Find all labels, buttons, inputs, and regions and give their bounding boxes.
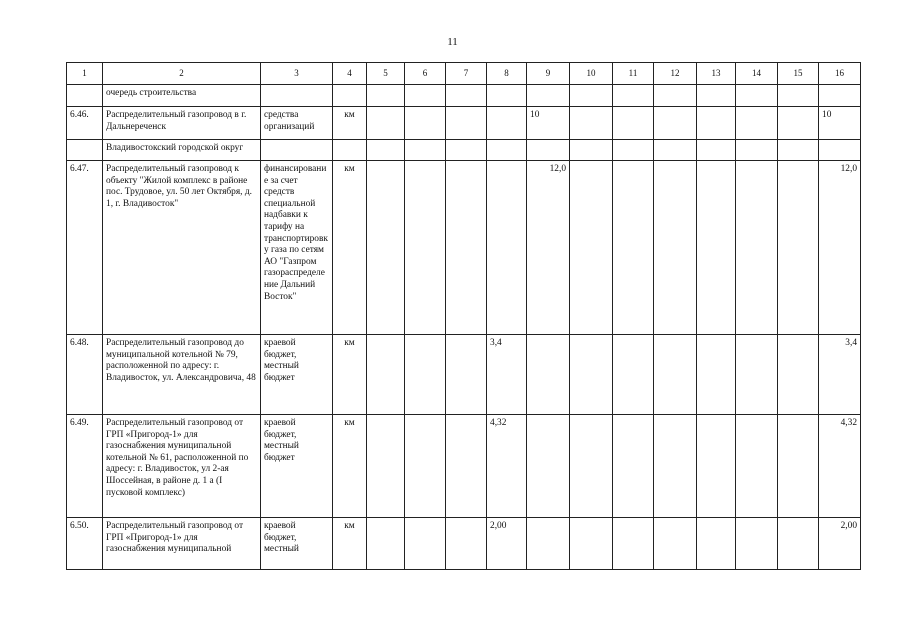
row-name: Распределительный газопровод от ГРП «Пригород-1» для газоснабжения муниципальной (103, 518, 261, 570)
row-unit: км (333, 107, 367, 140)
column-header: 16 (819, 63, 861, 85)
section-label: Владивостокский городской округ (103, 140, 261, 161)
row-total: 3,4 (819, 335, 861, 415)
section-label: очередь строительства (103, 85, 261, 107)
column-header: 10 (570, 63, 613, 85)
column-header: 7 (446, 63, 487, 85)
column-header: 15 (778, 63, 819, 85)
table-row (67, 518, 861, 570)
row-number: 6.49. (67, 415, 103, 518)
row-source: краевой бюджет, местный бюджет (261, 335, 333, 415)
row-source: средства организаций (261, 107, 333, 140)
table-row (67, 335, 861, 415)
row-total: 12,0 (819, 161, 861, 335)
section-row (67, 85, 861, 107)
row-source: финансирование за счет средств специальной надбавки к тарифу на транспортировку газа по сетям АО "Газпром газораспределение Дальний Восток" (261, 161, 333, 335)
row-value-col8: 4,32 (487, 415, 527, 518)
row-name: Распределительный газопровод к объекту "Жилой комплекс в районе пос. Трудовое, ул. 50 лет Октября, д. 1, г. Владивосток" (103, 161, 261, 335)
row-total: 10 (819, 107, 861, 140)
row-source: краевой бюджет, местный бюджет (261, 415, 333, 518)
row-source: краевой бюджет, местный (261, 518, 333, 570)
column-header: 11 (613, 63, 654, 85)
header-row (67, 63, 861, 85)
row-number: 6.47. (67, 161, 103, 335)
row-total: 2,00 (819, 518, 861, 570)
column-header: 8 (487, 63, 527, 85)
column-header: 5 (367, 63, 405, 85)
column-header: 9 (527, 63, 570, 85)
row-value-col9: 12,0 (527, 161, 570, 335)
row-value-col8: 3,4 (487, 335, 527, 415)
table-row (67, 161, 861, 335)
column-header: 4 (333, 63, 367, 85)
data-table (66, 62, 861, 570)
row-name: Распределительный газопровод в г. Дальнереченск (103, 107, 261, 140)
row-unit: км (333, 335, 367, 415)
row-value-col8: 2,00 (487, 518, 527, 570)
row-name: Распределительный газопровод от ГРП «Пригород-1» для газоснабжения муниципальной котельной № 61, расположенной по адресу: г. Владивосток, ул 2-ая Шоссейная, в районе д. 1 а (I пусковой комплекс) (103, 415, 261, 518)
column-header: 1 (67, 63, 103, 85)
row-number: 6.48. (67, 335, 103, 415)
row-unit: км (333, 518, 367, 570)
page-number: 11 (447, 36, 458, 48)
column-header: 13 (697, 63, 736, 85)
table-row (67, 415, 861, 518)
column-header: 14 (736, 63, 778, 85)
row-name: Распределительный газопровод до муниципальной котельной № 79, расположенной по адресу: г. Владивосток, ул. Александровича, 48 (103, 335, 261, 415)
table-row (67, 107, 861, 140)
column-header: 12 (654, 63, 697, 85)
row-unit: км (333, 415, 367, 518)
column-header: 3 (261, 63, 333, 85)
column-header: 6 (405, 63, 446, 85)
row-number: 6.46. (67, 107, 103, 140)
row-unit: км (333, 161, 367, 335)
column-header: 2 (103, 63, 261, 85)
row-number: 6.50. (67, 518, 103, 570)
section-row (67, 140, 861, 161)
row-total: 4,32 (819, 415, 861, 518)
row-value-col9: 10 (527, 107, 570, 140)
